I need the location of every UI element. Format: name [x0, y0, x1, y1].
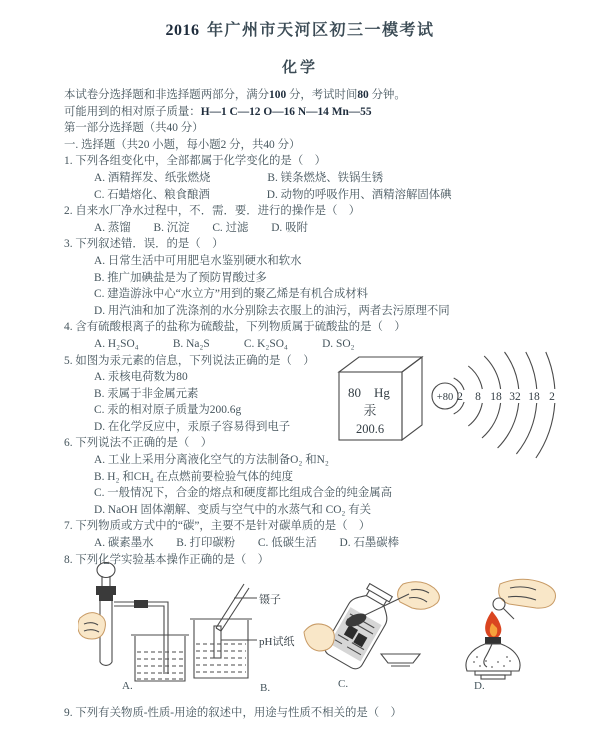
question-5-option-c: C. 汞的相对原子质量为200.6g — [94, 404, 242, 417]
svg-text:18: 18 — [490, 391, 502, 403]
exam-info-line — [64, 87, 598, 104]
question-1-options-row-1: A. 酒精挥发、纸张燃烧 B. 镁条燃烧、铁锅生锈 — [94, 171, 384, 184]
section-one-line: 第一部分选择题（共40 分） — [64, 122, 204, 135]
apparatus-b-ph-paper-illustration — [188, 580, 303, 685]
element-cube-top — [339, 357, 422, 372]
spoon-handle — [361, 594, 409, 617]
figure-label-c: C. — [338, 678, 349, 691]
question-5-option-b: B. 汞属于非金属元素 — [94, 387, 199, 400]
lamp-collar — [485, 637, 501, 644]
page-title — [0, 17, 600, 40]
figure-label-b: B. — [260, 682, 271, 695]
lamp-base — [475, 671, 511, 675]
rubber-stopper — [96, 586, 116, 595]
element-atomic-number: 80 — [348, 385, 361, 400]
mercury-element-diagram — [334, 350, 600, 476]
question-stem-5: 5. 如图为汞元素的信息，下列说法正确的是（ ） — [64, 354, 315, 367]
atomic-mass-line — [64, 104, 598, 121]
question-5-option-a: A. 汞核电荷数为80 — [94, 371, 188, 384]
question-7-options-row: A. 碳素墨水 B. 打印碳粉 C. 低碳生活 D. 石墨碳棒 — [94, 537, 400, 550]
title-year: 2016 — [165, 22, 200, 39]
info-text: 分钟。 — [368, 89, 406, 101]
question-6-option-d: D. NaOH 固体潮解、变质与空气中的水蒸气和 CO₂ 有关 — [94, 503, 372, 516]
element-info-figure — [334, 350, 600, 476]
figure-label-d: D. — [474, 680, 485, 693]
beaker — [131, 635, 189, 681]
question-1-options-row-2: C. 石蜡熔化、粮食酿酒 D. 动物的呼吸作用、酒精溶解固体碘 — [94, 188, 452, 201]
question-3-option-c: C. 建造游泳中心“水立方”用到的聚乙烯是有机合成材料 — [94, 288, 368, 301]
subject-title: 化学 — [281, 60, 318, 76]
question-2-options-row: A. 蒸馏 B. 沉淀 C. 过滤 D. 吸附 — [94, 221, 308, 234]
ph-paper-label: pH试纸 — [259, 636, 295, 649]
tweezers-icon — [216, 584, 249, 631]
element-symbol: Hg — [374, 385, 390, 400]
lamp-wick — [484, 644, 492, 667]
info-text: 分，考试时间 — [286, 89, 358, 101]
question-stem-3: 3. 下列叙述错．误．的是（ ） — [64, 238, 224, 251]
choice-section-line: 一. 选择题（共20 小题，每小题2 分，共40 分） — [64, 138, 301, 151]
question-3-option-d: D. 用汽油和加了洗涤剂的水分别除去衣服上的油污，两者去污原理不同 — [94, 304, 450, 317]
question-stem-9: 9. 下列有关物质-性质-用途的叙述中，用途与性质不相关的是（ ） — [64, 707, 402, 720]
delivery-tube — [114, 602, 168, 674]
question-4-options-row: A. H₂SO₄ B. Na₂S C. K₂SO₄ D. SO₂ — [94, 337, 355, 350]
question-stem-6: 6. 下列说法不正确的是（ ） — [64, 437, 213, 450]
question-6-option-c: C. 一般情况下，合金的熔点和硬度都比组成合金的纯金属高 — [94, 487, 393, 500]
lamp-body — [466, 644, 520, 671]
hand-icon — [398, 582, 440, 609]
total-score: 100 — [269, 89, 287, 101]
bottle — [322, 580, 399, 672]
question-stem-7: 7. 下列物质或方式中的“碳”，主要不是针对碳单质的是（ ） — [64, 520, 371, 533]
apparatus-a-gas-into-beaker-illustration — [78, 562, 193, 692]
question-6-option-a: A. 工业上采用分离液化空气的方法制备O₂ 和N₂ — [94, 454, 329, 467]
info-text: 本试卷分选择题和非选择题两部分，满分 — [64, 89, 270, 101]
svg-text:32: 32 — [509, 391, 521, 403]
element-relative-mass: 200.6 — [355, 422, 385, 436]
question-stem-4: 4. 含有硫酸根离子的盐称为硫酸盐，下列物质属于硫酸盐的是（ ） — [64, 321, 406, 334]
svg-text:2: 2 — [549, 391, 555, 403]
liquid-dashes — [137, 652, 183, 679]
element-name: 汞 — [363, 403, 377, 418]
hand-icon — [304, 624, 334, 651]
apparatus-d-alcohol-lamp-illustration — [458, 578, 573, 686]
title-text: 年广州市天河区初三一模考试 — [201, 22, 435, 39]
tube-connector — [134, 600, 148, 608]
info-text: 可能用到的相对原子质量： — [64, 105, 201, 118]
question-5-option-d: D. 在化学反应中，汞原子容易得到电子 — [94, 420, 291, 433]
element-cube-side — [402, 357, 422, 440]
question-stem-1: 1. 下列各组变化中，全部都属于化学变化的是（ ） — [64, 155, 326, 168]
atomic-mass-values: H—1 C—12 O—16 N—14 Mn—55 — [200, 105, 372, 118]
figure-label-a: A. — [122, 680, 133, 693]
svg-text:18: 18 — [528, 391, 540, 403]
dropper-bulb — [97, 563, 115, 578]
question-3-option-b: B. 推广加碘盐是为了预防胃酸过多 — [94, 271, 267, 284]
question-stem-8: 8. 下列化学实验基本操作正确的是（ ） — [64, 553, 270, 566]
question-6-option-b: B. H₂ 和CH₄ 在点燃前要检验气体的纯度 — [94, 470, 294, 483]
hand-icon — [78, 613, 105, 639]
electron-shell-arcs — [454, 352, 555, 458]
watch-glass — [381, 654, 420, 666]
exam-duration: 80 — [357, 89, 369, 101]
question-3-option-a: A. 日常生活中可用肥皂水鉴别硬水和软水 — [94, 254, 302, 267]
svg-text:8: 8 — [475, 391, 481, 403]
question-stem-2: 2. 自来水厂净水过程中，不．需．要．进行的操作是（ ） — [64, 205, 361, 218]
svg-text:2: 2 — [457, 391, 463, 403]
lamp-liquid-dots — [473, 656, 511, 668]
nucleus-charge: +80 — [436, 392, 454, 403]
electron-shell-counts — [457, 391, 555, 403]
apparatus-c-solid-transfer-illustration — [303, 580, 448, 675]
experiment-figure — [64, 568, 598, 705]
tweezers-label: 镊子 — [259, 594, 281, 607]
hand-icon — [499, 579, 556, 608]
match-stick — [503, 608, 514, 619]
